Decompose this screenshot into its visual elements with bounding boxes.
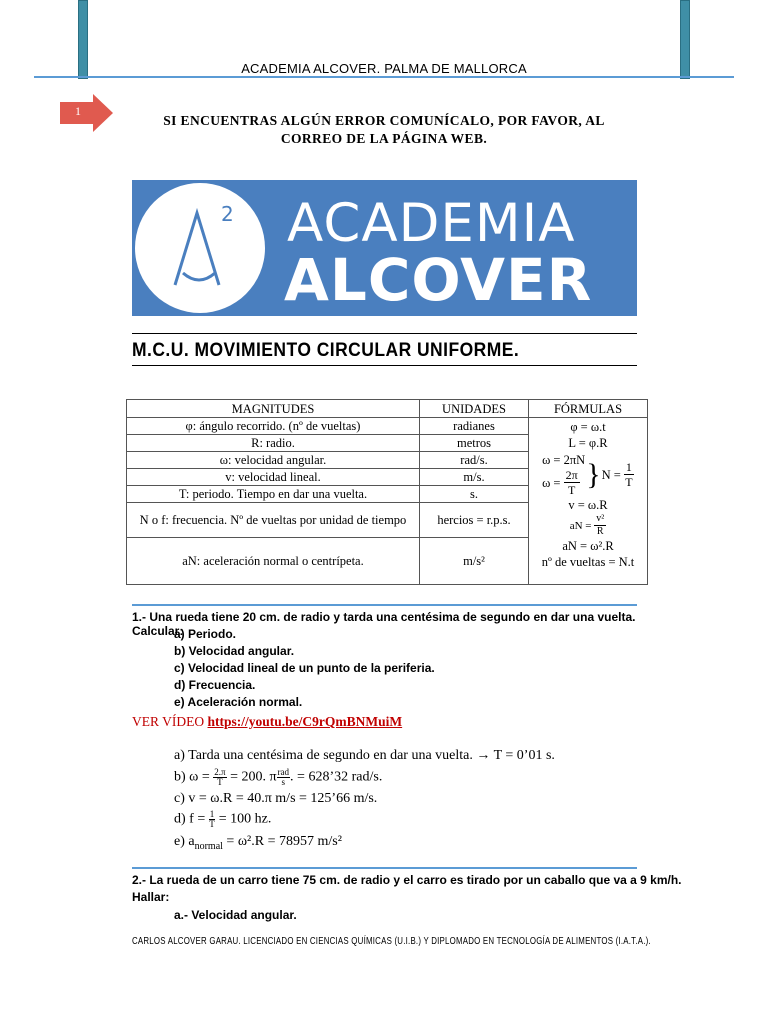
exercise-1-part-e: e) Aceleración normal. <box>174 695 303 709</box>
a-squared-icon <box>135 183 265 313</box>
formula-frequency-lhs: N = <box>601 467 621 482</box>
unit-cell: radianes <box>420 418 529 435</box>
formula-omega-n: ω = 2πN <box>542 453 586 467</box>
formula-normal-accel-omega: aN = ω².R <box>562 539 614 553</box>
formula-omega-t-lhs: ω = <box>542 475 561 490</box>
formulas-cell <box>529 418 648 585</box>
academia-alcover-logo <box>132 180 637 316</box>
answer-d-suffix: = 100 hz. <box>218 811 272 827</box>
answer-a: a) Tarda una centésima de segundo en dar una vuelta. → T = 0’01 s. <box>174 748 555 763</box>
answer-b-mid: = 200. π <box>230 769 277 785</box>
unit-cell: rad/s. <box>420 452 529 469</box>
logo-word-alcover: ALCOVER <box>284 246 593 314</box>
magnitude-cell: v: velocidad lineal. <box>127 469 420 486</box>
exercise-1-part-c: c) Velocidad lineal de un punto de la periferia. <box>174 661 435 675</box>
formula-frequency-den: T <box>625 475 633 489</box>
answer-b-suffix: . = 628’32 rad/s. <box>290 769 383 785</box>
answer-b-unit-num: rad <box>277 767 290 777</box>
answer-c: c) v = ω.R = 40.π m/s = 125’66 m/s. <box>174 791 378 806</box>
svg-text:2: 2 <box>221 202 234 226</box>
formula-an-num: v² <box>596 513 605 524</box>
error-notice <box>120 112 648 148</box>
answer-e <box>174 834 342 852</box>
exercise-2-divider <box>132 867 637 869</box>
answer-d-num: 1 <box>209 809 215 819</box>
badge-number: 1 <box>75 104 81 118</box>
section-rule-top <box>132 333 637 334</box>
formula-normal-accel-v <box>531 513 645 538</box>
unit-cell: hercios = r.p.s. <box>420 503 529 538</box>
answer-b-prefix: b) ω = <box>174 769 210 785</box>
formula-omega-t-den: T <box>567 483 576 497</box>
answer-d-den: T <box>209 819 215 829</box>
header-magnitudes: MAGNITUDES <box>127 400 420 418</box>
magnitude-cell: T: periodo. Tiempo en dar una vuelta. <box>127 486 420 503</box>
unit-cell: s. <box>420 486 529 503</box>
magnitude-cell: φ: ángulo recorrido. (nº de vueltas) <box>127 418 420 435</box>
exercise-1-part-b: b) Velocidad angular. <box>174 644 295 658</box>
table-header-row <box>127 400 648 418</box>
header-title: ACADEMIA ALCOVER. PALMA DE MALLORCA <box>241 61 527 76</box>
formula-omega-group <box>531 452 645 497</box>
formula-an-lhs: aN = <box>569 519 592 532</box>
exercise-2-question-line-2: Hallar: <box>132 890 170 904</box>
exercise-1-divider <box>132 604 637 606</box>
magnitudes-table <box>126 399 648 585</box>
table-row <box>127 418 648 435</box>
magnitude-cell: ω: velocidad angular. <box>127 452 420 469</box>
answer-d <box>174 810 271 829</box>
formula-arc-length: L = φ.R <box>568 436 608 450</box>
exercise-2-question-line-1: 2.- La rueda de un carro tiene 75 cm. de radio y el carro es tirado por un caballo que va a 9 km/h. <box>132 873 682 887</box>
answer-e-suffix: = ω².R = 78957 m/s² <box>226 834 342 849</box>
magnitude-cell: aN: aceleración normal o centrípeta. <box>127 538 420 585</box>
formula-omega-t-num: 2π <box>565 468 578 482</box>
formula-phi: φ = ω.t <box>570 420 606 434</box>
notice-line-2: CORREO DE LA PÁGINA WEB. <box>280 131 488 146</box>
author-footer: CARLOS ALCOVER GARAU. LICENCIADO EN CIENCIAS QUÍMICAS (U.I.B.) Y DIPLOMADO EN TECNOLOGÍA DE ALIMENTOS (I.A.T.A.). <box>132 935 651 947</box>
section-title: M.C.U. MOVIMIENTO CIRCULAR UNIFORME. <box>132 340 520 361</box>
answer-b-unit <box>277 768 291 787</box>
answer-b-num: 2.π <box>214 767 226 777</box>
answer-d-prefix: d) f = <box>174 811 206 827</box>
logo-mark <box>135 183 265 313</box>
formula-an-den: R <box>596 526 604 537</box>
notice-line-1: SI ENCUENTRAS ALGÚN ERROR COMUNÍCALO, POR FAVOR, AL <box>163 113 605 128</box>
answer-e-sub: normal <box>194 840 223 852</box>
exercise-1-part-a: a) Periodo. <box>174 627 237 641</box>
answer-b-den: T <box>217 777 223 787</box>
answer-b <box>174 768 382 787</box>
magnitude-cell: N o f: frecuencia. Nº de vueltas por unidad de tiempo <box>127 503 420 538</box>
answer-e-prefix: e) a <box>174 834 195 849</box>
formula-linear-velocity: v = ω.R <box>568 498 608 512</box>
formula-frequency-num: 1 <box>625 460 632 474</box>
unit-cell: metros <box>420 435 529 452</box>
header-divider <box>34 76 734 78</box>
answer-b-unit-den: s <box>281 777 286 787</box>
section-rule-bottom <box>132 365 637 366</box>
unit-cell: m/s² <box>420 538 529 585</box>
header-units: UNIDADES <box>420 400 529 418</box>
unit-cell: m/s. <box>420 469 529 486</box>
answer-d-fraction <box>209 810 216 829</box>
exercise-2-part-a: a.- Velocidad angular. <box>174 908 297 922</box>
exercise-1-part-d: d) Frecuencia. <box>174 678 256 692</box>
answer-b-fraction <box>213 768 226 787</box>
formula-number-of-turns: nº de vueltas = N.t <box>541 555 635 569</box>
magnitude-cell: R: radio. <box>127 435 420 452</box>
header-formulas: FÓRMULAS <box>529 400 648 418</box>
video-link[interactable]: https://youtu.be/C9rQmBNMuiM <box>207 714 403 729</box>
brace-icon: } <box>586 457 601 491</box>
video-label: VER VÍDEO <box>132 714 205 729</box>
logo-word-academia: ACADEMIA <box>287 193 576 254</box>
video-line <box>132 714 402 730</box>
exercise-1-question: 1.- Una rueda tiene 20 cm. de radio y tarda una centésima de segundo en dar una vuelta. Calcular: <box>132 610 636 638</box>
